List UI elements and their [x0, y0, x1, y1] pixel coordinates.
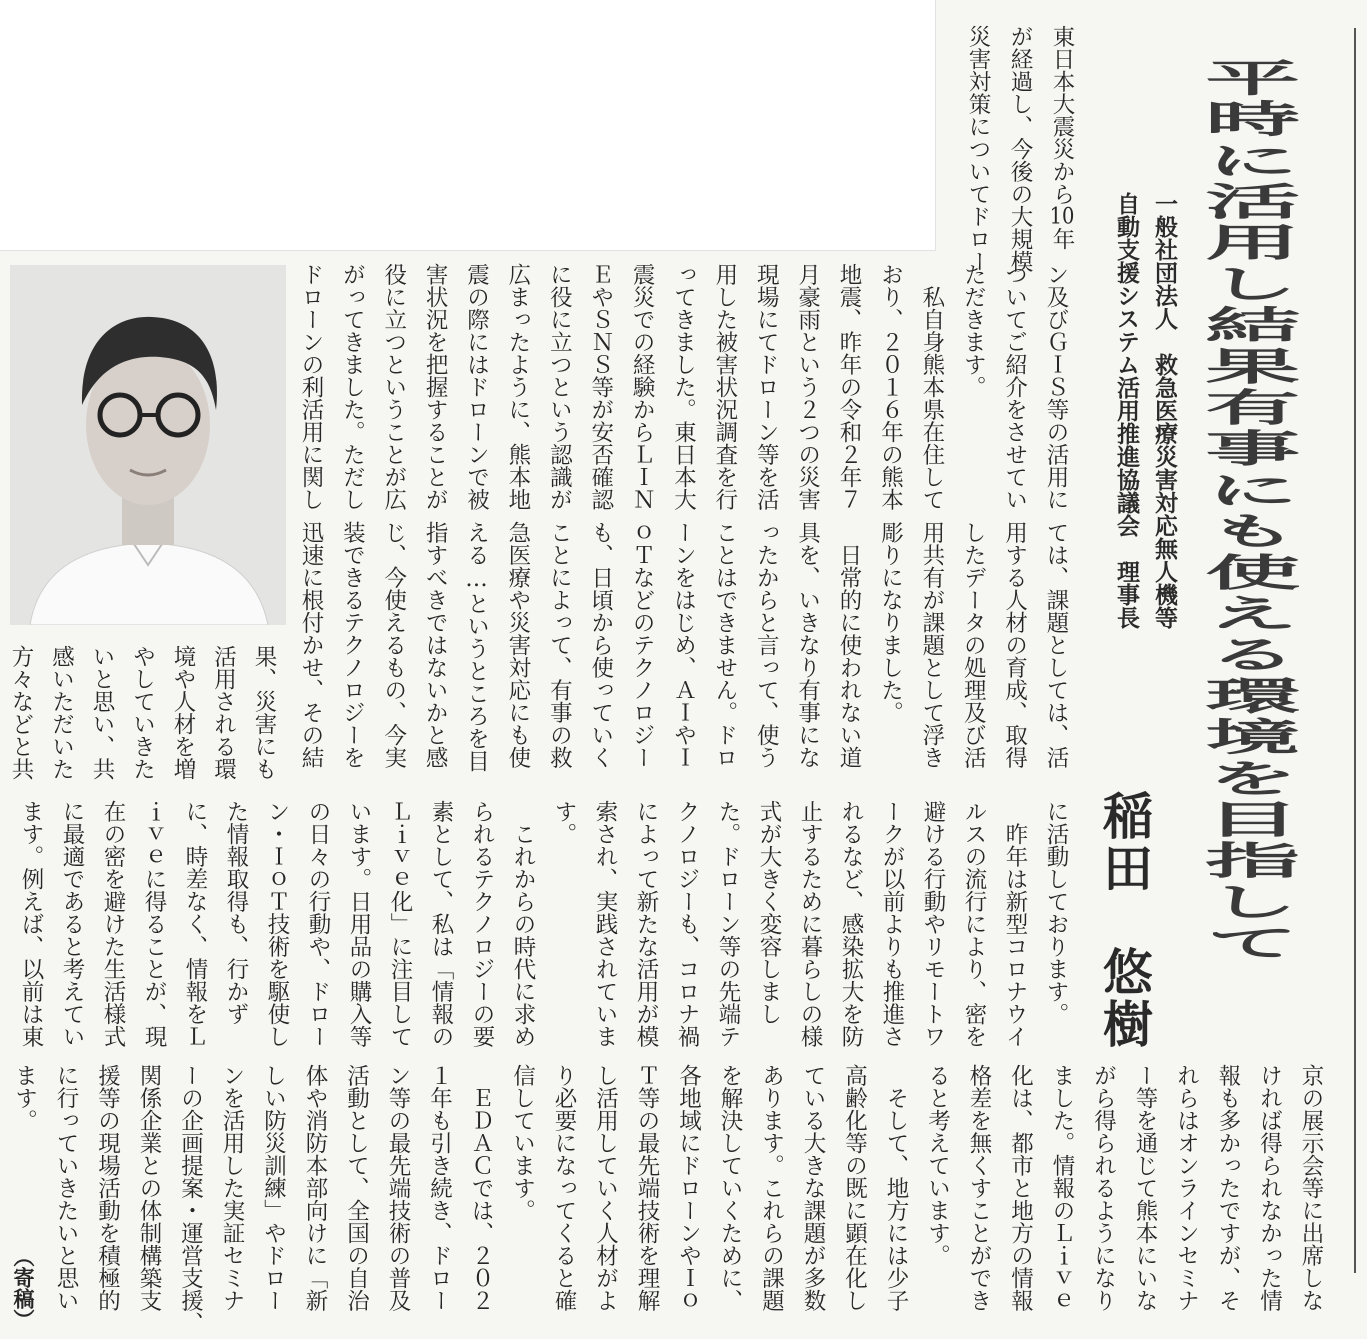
text-column: 震の際にはドローンで被 — [463, 263, 490, 511]
text-column: ただきます。 — [960, 263, 987, 398]
text-column: ついてご紹介をさせてい — [1001, 263, 1028, 511]
text-column: クノロジーも、コロナ禍 — [674, 800, 700, 1048]
text-column: 各地域にドローンやＩｏ — [675, 1064, 702, 1312]
text-column: ン及びＧＩＳ等の活用に — [1043, 263, 1069, 511]
column-rule — [1354, 28, 1356, 1273]
text-column: に活動しております。 — [1043, 800, 1069, 1025]
text-column: 用した被害状況調査を行 — [711, 263, 738, 511]
text-column: 感いただいた — [48, 645, 75, 780]
text-column: したデータの処理及び活 — [960, 521, 987, 769]
text-column: によって新たな活用が模 — [633, 800, 659, 1048]
text-column: ン・ＩｏＴ技術を駆使し — [264, 800, 290, 1048]
text-column: 関係企業との体制構築支 — [136, 1064, 162, 1312]
text-column: も、日頃から使っていく — [587, 521, 614, 769]
text-column: 指すべきではないかと感 — [422, 521, 449, 769]
headline — [1189, 58, 1299, 968]
text-column: ことによって、有事の救 — [546, 521, 573, 769]
text-column: ン等の最先端技術の普及 — [385, 1064, 411, 1312]
text-column: れるなど、感染拡大を防 — [838, 800, 864, 1048]
text-column: 具を、いきなり有事にな — [794, 521, 821, 769]
text-column: 境や人材を増 — [170, 645, 196, 780]
text-column: しい防災訓練」やドロー — [260, 1064, 287, 1312]
text-column: １年も引き続き、ドロー — [426, 1064, 453, 1312]
text-column: 迅速に根付かせ、その結 — [297, 521, 324, 769]
signoff: （寄稿） — [11, 1246, 36, 1330]
text-column: 昨年は新型コロナウイ — [1002, 800, 1028, 1048]
text-column: た。ドローン等の先端テ — [715, 800, 741, 1048]
text-column: 避ける行動やリモートワ — [920, 800, 946, 1048]
text-column: 活用される環 — [210, 645, 237, 780]
text-column: これからの時代に求め — [510, 800, 536, 1048]
text-column: ている大きな課題が多数 — [800, 1064, 826, 1312]
text-column: ました。情報のＬｉｖｅ — [1049, 1064, 1075, 1312]
text-column: に役に立つという認識が — [546, 263, 573, 511]
text-column: おり、２０１６年の熊本 — [877, 263, 904, 511]
text-column: ドローンの利活用に関し — [297, 263, 324, 511]
text-column: 京の展示会等に出席しな — [1298, 1064, 1324, 1312]
text-column: られるテクノロジーの要 — [469, 800, 495, 1048]
text-column: ければ得られなかった情 — [1256, 1064, 1283, 1312]
author-photo — [10, 265, 286, 625]
text-column: ては、課題としては、活 — [1043, 521, 1069, 769]
text-column: ｉｖｅに得ることが、現 — [141, 800, 167, 1048]
text-tier-1 — [957, 25, 1083, 273]
text-column: 援等の現場活動を積極的 — [94, 1064, 121, 1312]
text-column: ＥやＳＮＳ等が安否確認 — [587, 263, 614, 511]
text-column: がら得られるようになり — [1090, 1064, 1117, 1312]
text-column: 害状況を把握することが — [422, 263, 449, 511]
text-column: ークが以前よりも推進さ — [879, 800, 905, 1048]
text-column: 化は、都市と地方の情報 — [1007, 1064, 1034, 1312]
text-column: り必要になってくると確 — [551, 1064, 577, 1312]
text-column: 月豪雨という２つの災害 — [794, 263, 821, 511]
text-column: がってきました。ただし — [339, 263, 366, 511]
text-column: 広まったように、熊本地 — [504, 263, 531, 511]
text-column: 日常的に使われない道 — [836, 521, 863, 769]
text-column: 用する人材の育成、取得 — [1001, 521, 1028, 769]
text-column: 用共有が課題として浮き — [918, 521, 945, 769]
text-column: ンを活用した実証セミナ — [219, 1064, 245, 1312]
text-column: 止するために暮らしの様 — [797, 800, 823, 1048]
text-tier-5 — [3, 1064, 1331, 1334]
text-column: やしていきた — [129, 645, 156, 780]
text-column: 地震、昨年の令和２年７ — [836, 263, 863, 511]
text-column: 高齢化等の既に顕在化し — [841, 1064, 868, 1312]
text-column: ことはできません。ドロ — [711, 521, 738, 769]
text-column: 彫りになりました。 — [877, 521, 904, 724]
text-column: に行っていきたいと思い — [53, 1064, 79, 1312]
text-column: 震災での経験からＬＩＮ — [629, 263, 656, 511]
text-column: ます。 — [11, 1064, 38, 1132]
text-column: 私自身熊本県在住して — [918, 263, 945, 511]
author-name: 稲田 悠樹 — [1095, 790, 1154, 1050]
text-column: 役に立つということが広 — [380, 263, 407, 511]
text-column: そして、地方には少子 — [883, 1064, 909, 1312]
text-column: 東日本大震災から10年 — [1049, 25, 1075, 250]
text-column: 方々などと共 — [8, 645, 34, 780]
text-tier-4 — [10, 800, 1076, 1050]
text-column: の日々の行動や、ドロー — [305, 800, 331, 1048]
author-organization: 一般社団法人 救急医療災害対応無人機等 — [1151, 192, 1178, 629]
text-column: 素として、私は「情報の — [428, 800, 454, 1048]
headline-text: 平時に活用し結果有事にも使える環境を目指して — [1189, 58, 1299, 965]
text-column: ＥＤＡＣでは、２０２ — [468, 1064, 494, 1312]
text-column: 在の密を避けた生活様式 — [100, 800, 126, 1048]
text-column: ｏＴなどのテクノロジー — [629, 521, 656, 769]
text-column: れらはオンラインセミナ — [1173, 1064, 1200, 1312]
text-column: 信しています。 — [509, 1064, 536, 1222]
text-column: 索され、実践されていま — [592, 800, 618, 1048]
text-tier-2 — [290, 263, 1076, 513]
text-column: いと思い、共 — [89, 645, 115, 780]
text-column: 装できるテクノロジーを — [339, 521, 366, 769]
text-column: ると考えています。 — [924, 1064, 951, 1267]
text-column: 活動として、全国の自治 — [343, 1064, 370, 1312]
text-column: 式が大きく変容しまし — [756, 800, 782, 1025]
text-column: に、時差なく、情報をＬ — [182, 800, 208, 1048]
text-column: Ｌｉｖｅ化」に注目して — [387, 800, 413, 1048]
text-column: じ、今使えるもの、今実 — [380, 521, 407, 769]
author-organization-cont: 自動支援システム活用推進協議会 理事長 — [1113, 192, 1140, 629]
text-column: 格差を無くすことができ — [966, 1064, 992, 1312]
text-column: 報も多かったですが、そ — [1215, 1064, 1241, 1312]
text-column: ってきました。東日本大 — [670, 263, 697, 511]
text-column: ルスの流行により、密を — [961, 800, 987, 1048]
blank-area — [0, 0, 936, 251]
text-column: が経過し、今後の大規模 — [1007, 25, 1033, 273]
text-column: 体や消防本部向けに「新 — [302, 1064, 328, 1312]
text-column: ーの企画提案・運営支援、 — [177, 1064, 204, 1334]
text-tier-3-below-photo — [1, 645, 285, 785]
text-column: ったからと言って、使う — [753, 521, 780, 769]
text-column: Ｔ等の最先端技術を理解 — [634, 1064, 660, 1312]
text-column: 現場にてドローン等を活 — [753, 263, 780, 511]
text-column: える…というところを目 — [463, 521, 490, 772]
text-tier-3 — [290, 521, 1076, 781]
text-column: 急医療や災害対応にも使 — [504, 521, 531, 769]
text-column: ー等を通じて熊本にいな — [1132, 1064, 1158, 1312]
text-column: 果、災害にも — [251, 645, 277, 780]
text-column: す。 — [551, 800, 577, 845]
text-column: を解決していくために、 — [717, 1064, 743, 1312]
text-column: ーンをはじめ、ＡＩやＩ — [670, 521, 697, 769]
text-column: います。日用品の購入等 — [346, 800, 372, 1048]
text-column: し活用していく人材がよ — [592, 1064, 619, 1312]
text-column: あります。これらの課題 — [758, 1064, 785, 1312]
text-column: に最適であると考えてい — [59, 800, 85, 1048]
text-column: た情報取得も、行かず — [223, 800, 249, 1025]
text-column: ます。例えば、以前は東 — [18, 800, 44, 1048]
text-column: 災害対策についてドロー — [965, 25, 991, 273]
